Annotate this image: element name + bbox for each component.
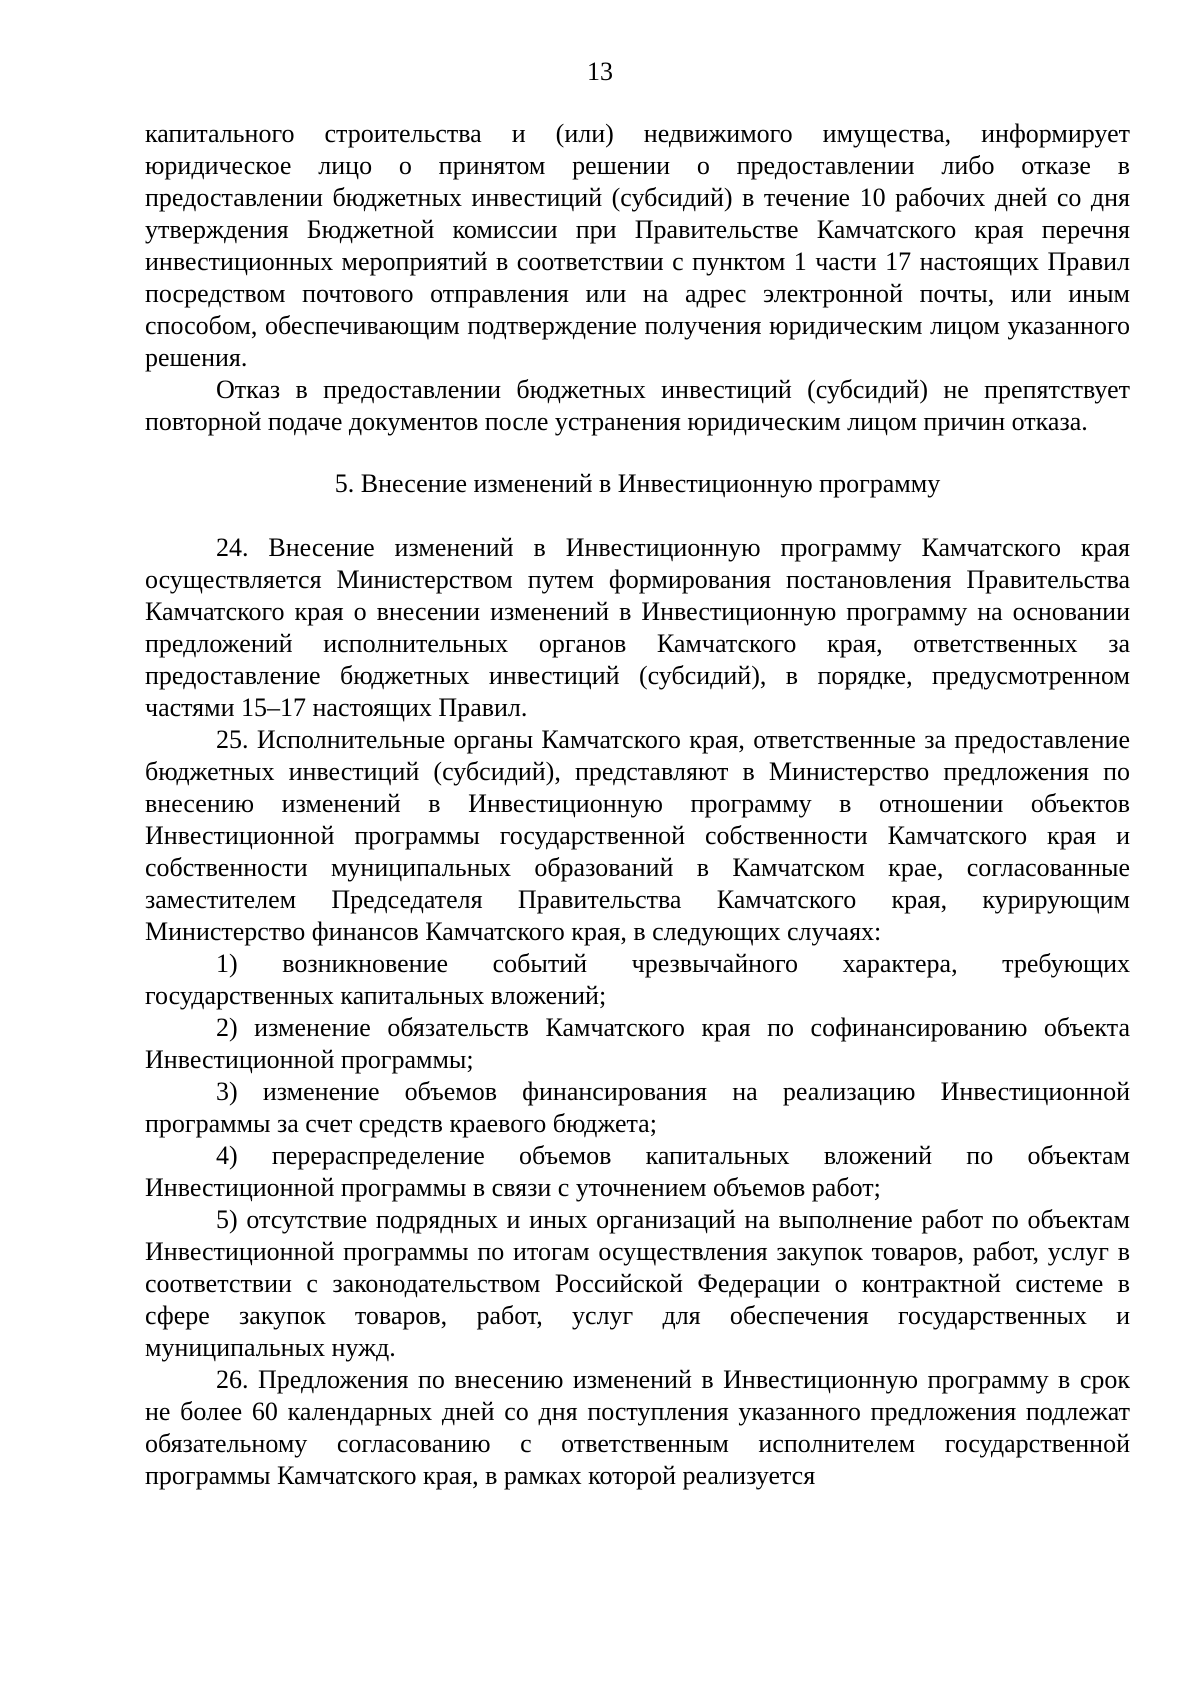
paragraph-24: 24. Внесение изменений в Инвестиционную программу Камчатского края осуществляется Министерством путем формирования постановления Правительства Камчатского края о внесении изменений в Инвестиционную программу на основании предложений исполнительных органов Камчатского края, ответственных за предоставление бюджетных инвестиций (субсидий), в порядке, предусмотренном частями 15–17 настоящих Правил. [145,533,1130,722]
paragraph-26: 26. Предложения по внесению изменений в Инвестиционную программу в срок не более 60 календарных дней со дня поступления указанного предложения подлежат обязательному согласованию с ответственным исполнителем государственной программы Камчатского края, в рамках которой реализуется [145,1365,1130,1490]
paragraph-25: 25. Исполнительные органы Камчатского края, ответственные за предоставление бюджетных инвестиций (субсидий), представляют в Министерство предложения по внесению изменений в Инвестиционную программу в отношении объектов Инвестиционной программы государственной собственности Камчатского края и собственности муниципальных образований в Камчатском крае, согласованные заместителем Председателя Правительства Камчатского края, курирующим Министерство финансов Камчатского края, в следующих случаях: [145,725,1130,946]
list-item-5: 5) отсутствие подрядных и иных организаций на выполнение работ по объектам Инвестиционной программы по итогам осуществления закупок товаров, работ, услуг в соответствии с законодательством Российской Федерации о контрактной системе в сфере закупок товаров, работ, услуг для обеспечения государственных и муниципальных нужд. [145,1205,1130,1362]
list-item-2: 2) изменение обязательств Камчатского края по софинансированию объекта Инвестиционной программы; [145,1013,1130,1074]
section-heading: 5. Внесение изменений в Инвестиционную программу [334,469,941,498]
list-item-3: 3) изменение объемов финансирования на реализацию Инвестиционной программы за счет средств краевого бюджета; [145,1077,1130,1138]
page-number: 13 [587,57,613,86]
list-item-1: 1) возникновение событий чрезвычайного характера, требующих государственных капитальных вложений; [145,949,1130,1010]
paragraph-refusal: Отказ в предоставлении бюджетных инвестиций (субсидий) не препятствует повторной подаче документов после устранения юридическим лицом причин отказа. [145,375,1130,436]
paragraph-continuation: капитального строительства и (или) недвижимого имущества, информирует юридическое лицо о принятом решении о предоставлении либо отказе в предоставлении бюджетных инвестиций (субсидий) в течение 10 рабочих дней со дня утверждения Бюджетной комиссии при Правительстве Камчатского края перечня инвестиционных мероприятий в соответствии с пунктом 1 части 17 настоящих Правил посредством почтового отправления или на адрес электронной почты, или иным способом, обеспечивающим подтверждение получения юридическим лицом указанного решения. [145,119,1130,372]
document-body [145,118,1130,1492]
list-item-4: 4) перераспределение объемов капитальных вложений по объектам Инвестиционной программы в связи с уточнением объемов работ; [145,1141,1130,1202]
